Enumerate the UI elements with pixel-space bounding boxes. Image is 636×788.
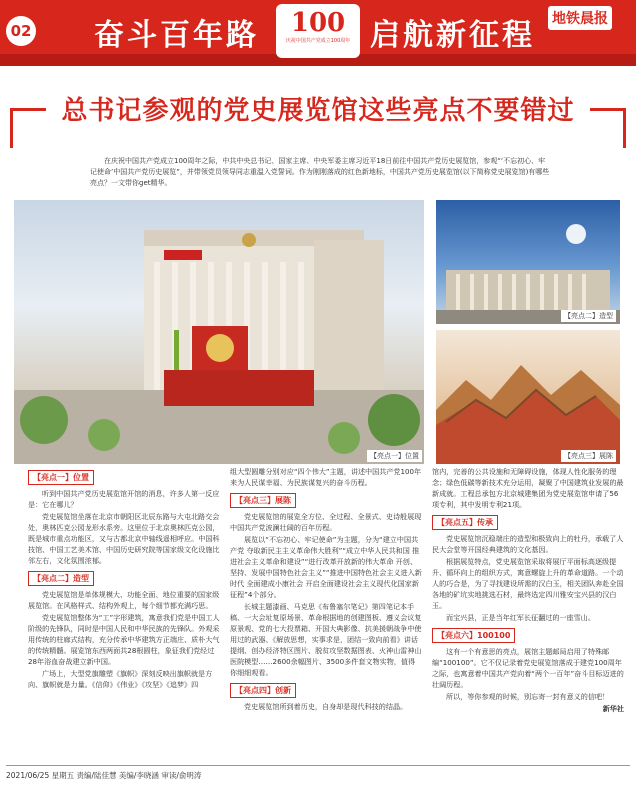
banner-right-title: 启航新征程 bbox=[370, 18, 535, 53]
paragraph: 这有一个有意思的亮点，展馆主题邮局启用了特殊邮编“100100”。它不仅记录着党史展览馆落成于建党100周年之际，也寓意着中国共产党向着“两个一百年”奋斗目标迈进的壮阔历程。 bbox=[432, 647, 624, 689]
section-tag: 【亮点三】展陈 bbox=[230, 493, 296, 508]
intro-paragraph: 在庆祝中国共产党成立100周年之际，中共中央总书记、国家主席、中央军委主席习近平18日前往中国共产党历史展览馆，参观“‘不忘初心、牢记使命’中国共产党历史展览”，并带领党员领导同志重温入党誓词。作为刚刚落成的红色新地标，中国共产党历史展览馆(以下简称党史展览馆)有哪些亮点？一文带你get精华。 bbox=[90, 157, 550, 187]
paragraph: 党史展览馆整体为“工”字形建筑，寓意我们党是中国工人阶级的先锋队，同时是中国人民和中华民族的先锋队。外观采用传统的柱廊式结构，充分传承中华建筑方正端庄、质朴大气的传统精髓。展览馆东西两面共28根圆柱，象征我们党经过28年浴血奋战建立新中国。 bbox=[28, 613, 220, 666]
paragraph: 党史展览馆沉稳端庄的造型和极致向上的牡丹，承载了人民大会堂等开国经典建筑的文化基因。 bbox=[432, 534, 624, 554]
paragraph: 长城主题漆画、马克思《布鲁塞尔笔记》第四笔记本手稿、一大会址复原场景、革命根据地的创建图板、遵义会议复原景观、党的七大投票箱、开国大典影像、抗美援朝战争中使用过的武器、《解放思想，实事求是，团结一致向前看》讲话提纲、创办经济特区图片、脱贫攻坚数据图表、火神山雷神山医院模型……2600余幅图片、3500多件套文物实物，值得你细细观看。 bbox=[230, 602, 422, 677]
photo-painting-caption: 【亮点三】展陈 bbox=[561, 450, 616, 462]
footer-credits: 2021/06/25 星期五 责编/陆佳慧 美编/李晓涵 审读/俞明涛 bbox=[6, 771, 202, 780]
section-tag: 【亮点二】造型 bbox=[28, 571, 94, 586]
column-2 bbox=[230, 466, 422, 713]
banner-left-title: 奋斗百年路 bbox=[94, 18, 259, 53]
emblem-number: 100 bbox=[290, 8, 346, 38]
footer-divider bbox=[6, 765, 630, 766]
paragraph: 而宝兴县，正是当年红军长征翻过的一座雪山。 bbox=[446, 613, 595, 622]
emblem-text: 庆祝中国共产党成立100周年 bbox=[285, 38, 351, 44]
newspaper-logo: 地铁晨报 bbox=[548, 6, 612, 30]
page-number: 02 bbox=[6, 16, 36, 46]
section-tag: 【亮点四】创新 bbox=[230, 683, 296, 698]
paragraph: 馆内，完善的公共设施和无障碍设施，体现人性化服务的理念；绿色低碳等新技术充分运用，凝聚了中国建筑业发展的最新成就。工程总承包方北京城建集团为党史展览馆申请了56项专利，其中发明专利21项。 bbox=[432, 467, 624, 509]
paragraph: 展览以“不忘初心、牢记使命”为主题，分为“建立中国共产党 夺取新民主主义革命伟大胜利”“成立中华人民共和国 推进社会主义革命和建设”“进行改革开放新的伟大革命 开创、坚持、发展中国特色社会主义”“推进中国特色社会主义进入新时代 全面建成小康社会 开启全面建设社会主义现代化国家新征程”4个部分。 bbox=[230, 535, 422, 599]
column-3 bbox=[432, 466, 624, 715]
paragraph: 广场上，大型党旗雕塑《旗帜》深刻反映出旗帜就是方向、旗帜就是力量。《信仰》《伟业》《攻坚》《追梦》四 bbox=[28, 669, 213, 689]
museum-illustration bbox=[14, 200, 424, 464]
centenary-emblem bbox=[276, 4, 360, 58]
photo-painting bbox=[436, 330, 620, 464]
photo-museum bbox=[14, 200, 424, 464]
photo-museum-caption: 【亮点一】位置 bbox=[367, 450, 422, 462]
paragraph: 党史展览馆的展览全方位、全过程、全景式、史诗般展现中国共产党波澜壮阔的百年历程。 bbox=[230, 512, 422, 532]
paragraph: 党史展览馆所到着历史，自身却是现代科技的结晶。 bbox=[244, 702, 408, 711]
section-tag: 【亮点五】传承 bbox=[432, 515, 498, 530]
building-illustration bbox=[436, 200, 620, 324]
section-tag: 【亮点六】100100 bbox=[432, 628, 515, 643]
paragraph: 所以，等你参观的时候，别忘寄一封有意义的信吧！ bbox=[446, 692, 610, 701]
photo-building-caption: 【亮点二】造型 bbox=[561, 310, 616, 322]
paragraph: 根据展览特点，党史展览馆采取将展厅平面标高逐级提升、循环向上的组织方式，寓意螺旋上升的革命道路。一个动人的巧合是，为了寻找建设所需的汉白玉，相关团队奔赴全国各地的矿坑实地挑选石材，最终选定四川雅安宝兴县的汉白玉。 bbox=[432, 557, 624, 610]
paragraph: 党史展览馆是单体规模大、功能全面、地位重要的国家级展览馆。在风格样式、结构外观上，每个细节都充满巧思。 bbox=[28, 590, 220, 610]
top-banner bbox=[0, 0, 636, 66]
source-credit: 新华社 bbox=[602, 704, 624, 713]
section-tag: 【亮点一】位置 bbox=[28, 470, 94, 485]
paragraph: 组大型圆雕分别对应“四个伟大”主题，讲述中国共产党100年来为人民谋幸福、为民族谋复兴的奋斗历程。 bbox=[230, 467, 422, 487]
headline: 总书记参观的党史展览馆这些亮点不要错过 bbox=[61, 96, 575, 126]
great-wall-painting bbox=[436, 330, 620, 464]
paragraph: 听到中国共产党历史展览馆开馆的消息，许多人第一反应是：它在哪儿？ bbox=[28, 489, 220, 509]
paragraph: 党史展览馆坐落在北京市朝阳区北辰东路与大屯北路交会处，奥林匹克公园龙形水系旁。这里位于北京奥林匹克公园，既是城市重点功能区，又与古都北京中轴线遥相呼应。中国科技馆、中国工艺美术馆、中国历史研究院等国家级文化设施比邻左右，文化氛围浓郁。 bbox=[28, 512, 220, 565]
column-1 bbox=[28, 466, 220, 691]
photo-building bbox=[436, 200, 620, 324]
